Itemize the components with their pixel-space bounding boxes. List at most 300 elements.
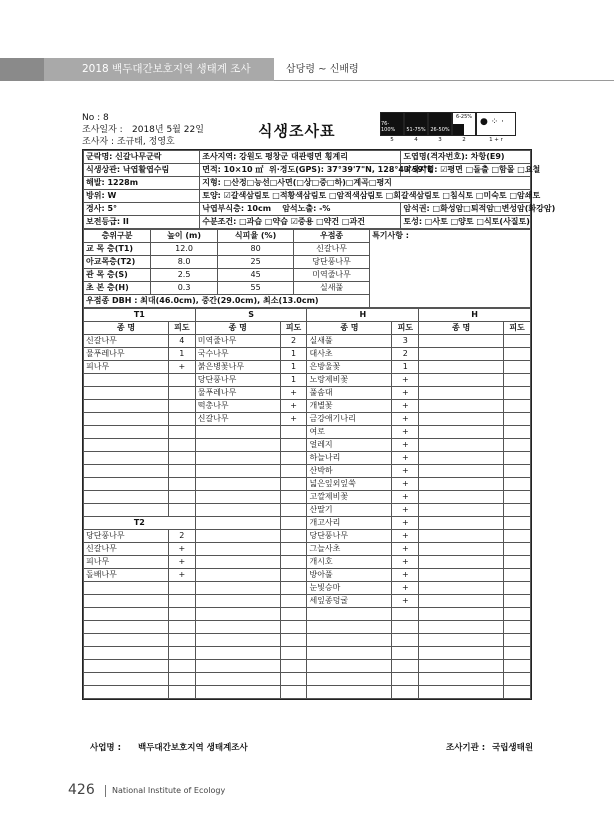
empty-cell — [419, 335, 504, 348]
species-density: + — [392, 569, 419, 582]
species-name: 얼레지 — [307, 439, 392, 452]
layer-height: 2.5 — [151, 269, 218, 282]
empty-cell — [392, 660, 419, 673]
empty-cell — [504, 608, 531, 621]
table-row — [84, 216, 531, 229]
strata-header: 높이 (m) — [151, 230, 218, 243]
empty-cell — [280, 621, 307, 634]
empty-cell — [84, 413, 169, 426]
empty-cell — [504, 439, 531, 452]
layer-height: 0.3 — [151, 282, 218, 295]
species-density: + — [392, 387, 419, 400]
empty-cell — [84, 582, 169, 595]
empty-cell — [280, 673, 307, 686]
empty-cell — [307, 660, 392, 673]
empty-cell — [419, 517, 504, 530]
empty-cell — [84, 647, 169, 660]
table-row — [84, 413, 531, 426]
density-col-header: 피도 — [504, 322, 531, 335]
empty-cell — [195, 543, 280, 556]
species-name: 개별꽃 — [307, 400, 392, 413]
species-name: 피나무 — [84, 556, 169, 569]
empty-cell — [419, 504, 504, 517]
vegetation-physiognomy: 식생상관: 낙엽활엽수림 — [84, 164, 200, 177]
species-col-header: 종 명 — [307, 322, 392, 335]
strata-header: 층위구분 — [84, 230, 151, 243]
header-banner — [0, 58, 614, 81]
empty-cell — [504, 387, 531, 400]
empty-cell — [168, 647, 195, 660]
species-density: + — [392, 556, 419, 569]
survey-region: 조사지역: 강원도 평창군 대관령면 횡계리 — [200, 151, 401, 164]
strata-header: 우점종 — [294, 230, 370, 243]
area-gps — [200, 164, 433, 177]
table-row — [84, 621, 531, 634]
empty-cell — [195, 439, 280, 452]
empty-cell — [280, 439, 307, 452]
empty-cell — [280, 556, 307, 569]
empty-cell — [504, 686, 531, 699]
empty-cell — [419, 686, 504, 699]
species-name: 개시호 — [307, 556, 392, 569]
table-row — [84, 673, 531, 686]
empty-cell — [168, 374, 195, 387]
table-row — [84, 556, 531, 569]
empty-cell — [419, 673, 504, 686]
species-density: + — [168, 556, 195, 569]
org-label: 조사기관 : — [446, 743, 486, 753]
layer-cover: 55 — [218, 282, 294, 295]
litter-depth: 낙엽부식층: 10cm — [202, 204, 272, 213]
layer-height: 8.0 — [151, 256, 218, 269]
dots-icon: ● ⁘ · — [480, 117, 504, 127]
species-name: 여로 — [307, 426, 392, 439]
table-row — [84, 582, 531, 595]
empty-cell — [280, 517, 307, 530]
species-name: 신갈나무 — [195, 413, 280, 426]
empty-cell — [84, 387, 169, 400]
density-col-header: 피도 — [392, 322, 419, 335]
litter-rock — [200, 203, 401, 216]
table-row — [84, 361, 531, 374]
table-row — [84, 569, 531, 582]
species-density: + — [392, 478, 419, 491]
species-density: + — [392, 517, 419, 530]
species-name: 미역줄나무 — [195, 335, 280, 348]
empty-cell — [504, 595, 531, 608]
empty-cell — [419, 569, 504, 582]
layer-head: T2 — [84, 517, 196, 530]
empty-cell — [280, 569, 307, 582]
empty-cell — [168, 686, 195, 699]
layer-name: 아교목층(T2) — [84, 256, 151, 269]
empty-cell — [195, 452, 280, 465]
species-col-header: 종 명 — [195, 322, 280, 335]
empty-cell — [84, 426, 169, 439]
layer-dominant: 실새풀 — [294, 282, 370, 295]
legend-num: 5 — [390, 137, 394, 143]
empty-cell — [392, 608, 419, 621]
rock-exposure: 암석노출: -% — [282, 204, 331, 213]
empty-cell — [195, 621, 280, 634]
table-row — [84, 164, 531, 177]
empty-cell — [195, 478, 280, 491]
empty-cell — [280, 608, 307, 621]
empty-cell — [84, 660, 169, 673]
empty-cell — [419, 400, 504, 413]
legend-num: 1 + r — [489, 137, 503, 143]
species-density: 2 — [392, 348, 419, 361]
species-name: 피나무 — [84, 361, 169, 374]
species-density: + — [392, 439, 419, 452]
species-table — [83, 308, 531, 699]
empty-cell — [168, 491, 195, 504]
empty-cell — [280, 660, 307, 673]
empty-cell — [504, 530, 531, 543]
empty-cell — [84, 439, 169, 452]
empty-cell — [419, 595, 504, 608]
aspect: 방위: W — [84, 190, 200, 203]
species-name: 물푸레나무 — [195, 387, 280, 400]
species-density: + — [168, 569, 195, 582]
species-name: 붉은병꽃나무 — [195, 361, 280, 374]
empty-cell — [280, 452, 307, 465]
empty-cell — [419, 491, 504, 504]
empty-cell — [307, 608, 392, 621]
empty-cell — [195, 686, 280, 699]
layer-dominant: 신갈나무 — [294, 243, 370, 256]
legend-swatch-2 — [452, 112, 476, 136]
conservation-grade: 보전등급: II — [84, 216, 200, 229]
table-row — [84, 517, 531, 530]
site-info-table — [83, 150, 556, 229]
table-row — [84, 322, 531, 335]
plot-area: 면적: 10×10 ㎡ — [202, 165, 264, 174]
empty-cell — [195, 556, 280, 569]
species-name: 신갈나무 — [84, 335, 169, 348]
legend-fill — [453, 124, 464, 135]
empty-cell — [195, 530, 280, 543]
empty-cell — [168, 504, 195, 517]
layer-dominant: 미역줄나무 — [294, 269, 370, 282]
species-density: 1 — [280, 361, 307, 374]
empty-cell — [84, 400, 169, 413]
empty-cell — [419, 374, 504, 387]
species-density: + — [392, 491, 419, 504]
table-row — [84, 309, 531, 322]
strata-table — [83, 229, 531, 308]
empty-cell — [504, 465, 531, 478]
empty-cell — [195, 660, 280, 673]
layer-height: 12.0 — [151, 243, 218, 256]
table-row — [84, 190, 531, 203]
table-row — [84, 203, 531, 216]
species-name: 돌배나무 — [84, 569, 169, 582]
empty-cell — [504, 452, 531, 465]
slope: 경사: 5° — [84, 203, 200, 216]
species-name: 은방울꽃 — [307, 361, 392, 374]
species-density: + — [392, 452, 419, 465]
plot-number: No : 8 — [82, 113, 109, 123]
species-density: 3 — [392, 335, 419, 348]
species-density: 1 — [280, 348, 307, 361]
species-name: 금강애기나리 — [307, 413, 392, 426]
empty-cell — [504, 374, 531, 387]
empty-cell — [504, 673, 531, 686]
species-density: 2 — [280, 335, 307, 348]
species-name: 당단풍나무 — [195, 374, 280, 387]
dominant-dbh: 우점종 DBH : 최대(46.0cm), 중간(29.0cm), 최소(13.0cm) — [84, 295, 370, 308]
table-row — [84, 452, 531, 465]
species-name: 하늘나리 — [307, 452, 392, 465]
empty-cell — [392, 634, 419, 647]
empty-cell — [168, 465, 195, 478]
empty-cell — [419, 621, 504, 634]
empty-cell — [280, 634, 307, 647]
layer-head: H — [307, 309, 419, 322]
page-institution: National Institute of Ecology — [112, 786, 226, 795]
empty-cell — [504, 543, 531, 556]
table-row — [84, 478, 531, 491]
species-name: 풀솜대 — [307, 387, 392, 400]
empty-cell — [419, 348, 504, 361]
empty-cell — [168, 608, 195, 621]
layer-dominant: 당단풍나무 — [294, 256, 370, 269]
empty-cell — [419, 530, 504, 543]
moisture: 수분조건: □과습 □약습 ☑중용 □약건 □과건 — [200, 216, 401, 229]
empty-cell — [307, 621, 392, 634]
empty-cell — [419, 413, 504, 426]
empty-cell — [504, 400, 531, 413]
empty-cell — [504, 660, 531, 673]
species-name: 당단풍나무 — [84, 530, 169, 543]
empty-cell — [307, 647, 392, 660]
empty-cell — [84, 491, 169, 504]
species-density: + — [392, 530, 419, 543]
empty-cell — [168, 582, 195, 595]
empty-cell — [307, 634, 392, 647]
species-name: 신갈나무 — [84, 543, 169, 556]
micro-topography: 미세지형: ☑평면 □돌출 □함몰 □요철 — [401, 164, 531, 177]
empty-cell — [168, 478, 195, 491]
project-name: 백두대간보호지역 생태계조사 — [138, 743, 248, 753]
species-name: 실새풀 — [307, 335, 392, 348]
species-name: 떡총나무 — [195, 400, 280, 413]
empty-cell — [392, 621, 419, 634]
survey-date: 2018년 5월 22일 — [132, 125, 204, 135]
species-name: 개고사리 — [307, 517, 392, 530]
table-row — [84, 634, 531, 647]
empty-cell — [504, 491, 531, 504]
empty-cell — [168, 621, 195, 634]
empty-cell — [84, 452, 169, 465]
empty-cell — [195, 673, 280, 686]
empty-cell — [195, 595, 280, 608]
empty-cell — [392, 647, 419, 660]
community-name: 군락명: 신갈나무군락 — [84, 151, 200, 164]
empty-cell — [419, 452, 504, 465]
empty-cell — [504, 348, 531, 361]
empty-cell — [419, 556, 504, 569]
page-number: 426 — [68, 782, 95, 798]
species-density: + — [280, 387, 307, 400]
survey-date-label: 조사일자 : — [82, 125, 123, 135]
gps: 위·경도(GPS): 37°39'7"N, 128°43'59"E — [269, 165, 433, 174]
species-name: 산박하 — [307, 465, 392, 478]
page-divider — [105, 785, 106, 797]
species-name: 고깔제비꽃 — [307, 491, 392, 504]
species-name: 물푸레나무 — [84, 348, 169, 361]
species-name: 그늘사초 — [307, 543, 392, 556]
legend-swatch-1 — [476, 112, 516, 136]
density-col-header: 피도 — [168, 322, 195, 335]
empty-cell — [168, 413, 195, 426]
layer-cover: 45 — [218, 269, 294, 282]
empty-cell — [195, 504, 280, 517]
empty-cell — [504, 556, 531, 569]
table-row — [84, 504, 531, 517]
species-name: 노랑제비꽃 — [307, 374, 392, 387]
empty-cell — [392, 673, 419, 686]
empty-cell — [195, 582, 280, 595]
empty-cell — [419, 634, 504, 647]
layer-head: S — [195, 309, 307, 322]
species-name: 방아풀 — [307, 569, 392, 582]
table-row — [84, 151, 531, 164]
species-density: 1 — [392, 361, 419, 374]
map-sheet: 도엽명(격자번호): 차항(E9) — [401, 151, 531, 164]
empty-cell — [280, 647, 307, 660]
legend-num: 2 — [462, 137, 466, 143]
species-col-header: 종 명 — [84, 322, 169, 335]
empty-cell — [168, 426, 195, 439]
empty-cell — [84, 478, 169, 491]
empty-cell — [84, 608, 169, 621]
empty-cell — [307, 686, 392, 699]
species-density: + — [392, 582, 419, 595]
species-name: 당단풍나무 — [307, 530, 392, 543]
species-density: + — [392, 504, 419, 517]
empty-cell — [504, 621, 531, 634]
species-density: + — [392, 465, 419, 478]
empty-cell — [419, 478, 504, 491]
empty-cell — [504, 504, 531, 517]
table-row — [84, 530, 531, 543]
species-name: 국수나무 — [195, 348, 280, 361]
empty-cell — [419, 361, 504, 374]
species-name: 대사초 — [307, 348, 392, 361]
empty-cell — [168, 387, 195, 400]
species-name: 눈빛승마 — [307, 582, 392, 595]
table-row — [84, 348, 531, 361]
remarks: 특기사항 : — [370, 230, 531, 308]
table-row — [84, 400, 531, 413]
empty-cell — [504, 634, 531, 647]
empty-cell — [168, 660, 195, 673]
empty-cell — [419, 608, 504, 621]
empty-cell — [195, 608, 280, 621]
species-density: 1 — [280, 374, 307, 387]
empty-cell — [195, 426, 280, 439]
table-row — [84, 439, 531, 452]
species-density: + — [280, 413, 307, 426]
empty-cell — [84, 595, 169, 608]
table-row — [84, 543, 531, 556]
empty-cell — [419, 387, 504, 400]
empty-cell — [195, 517, 280, 530]
empty-cell — [504, 335, 531, 348]
empty-cell — [168, 673, 195, 686]
legend-swatch-4: 51-75% — [404, 112, 428, 136]
table-row — [84, 230, 531, 243]
table-row — [84, 426, 531, 439]
species-density: + — [168, 543, 195, 556]
layer-cover: 80 — [218, 243, 294, 256]
species-density: + — [392, 400, 419, 413]
species-density: + — [392, 543, 419, 556]
empty-cell — [504, 361, 531, 374]
empty-cell — [195, 647, 280, 660]
empty-cell — [168, 400, 195, 413]
layer-name: 교 목 층(T1) — [84, 243, 151, 256]
species-density: + — [168, 361, 195, 374]
empty-cell — [168, 452, 195, 465]
layer-name: 초 본 층(H) — [84, 282, 151, 295]
surveyors: 조사자 : 조규태, 정영호 — [82, 137, 175, 147]
strata-header: 식피율 (%) — [218, 230, 294, 243]
table-row — [84, 595, 531, 608]
empty-cell — [504, 517, 531, 530]
table-row — [84, 660, 531, 673]
project-label: 사업명 : — [90, 743, 121, 753]
empty-cell — [504, 569, 531, 582]
empty-cell — [280, 530, 307, 543]
landform: 지형: □산정□능선□사면(□상□중□하)□계곡□평지 — [200, 177, 531, 190]
species-density: + — [392, 595, 419, 608]
empty-cell — [84, 686, 169, 699]
empty-cell — [280, 426, 307, 439]
empty-cell — [195, 491, 280, 504]
table-row — [84, 608, 531, 621]
empty-cell — [280, 491, 307, 504]
empty-cell — [419, 465, 504, 478]
bedrock: 암석권: □화성암□퇴적암□변성암(화강암) — [401, 203, 531, 216]
empty-cell — [504, 478, 531, 491]
species-name: 세잎종덩굴 — [307, 595, 392, 608]
elevation: 해발: 1228m — [84, 177, 200, 190]
empty-cell — [280, 478, 307, 491]
org-name: 국립생태원 — [492, 743, 534, 753]
table-row — [84, 647, 531, 660]
empty-cell — [168, 634, 195, 647]
empty-cell — [195, 634, 280, 647]
empty-cell — [280, 543, 307, 556]
empty-cell — [504, 413, 531, 426]
legend-swatch-3: 26-50% — [428, 112, 452, 136]
species-density: 1 — [168, 348, 195, 361]
table-row — [84, 374, 531, 387]
species-table-body — [84, 309, 531, 699]
table-row — [84, 686, 531, 699]
species-density: + — [392, 374, 419, 387]
empty-cell — [84, 374, 169, 387]
table-row — [84, 335, 531, 348]
empty-cell — [168, 439, 195, 452]
empty-cell — [84, 621, 169, 634]
empty-cell — [419, 660, 504, 673]
species-density: 4 — [168, 335, 195, 348]
species-density: + — [280, 400, 307, 413]
